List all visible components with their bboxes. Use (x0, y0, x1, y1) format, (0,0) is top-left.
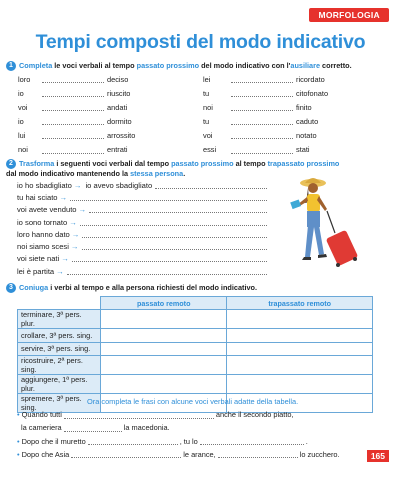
ex2-row (17, 265, 267, 277)
ex2-number: 2 (6, 159, 16, 169)
answer-blank[interactable] (231, 131, 293, 139)
verb-form: tu hai sciato (17, 192, 58, 202)
pronoun: tu (203, 88, 210, 98)
arrow-icon: → (69, 217, 77, 227)
arrow-icon: → (59, 192, 68, 202)
answer-cell-trapassato-remoto[interactable] (227, 310, 373, 329)
answer-line[interactable] (70, 194, 267, 201)
participle: riuscito (107, 88, 131, 98)
ex2-row (17, 253, 267, 265)
answer-line[interactable] (89, 206, 267, 213)
ex2-row (17, 240, 267, 252)
ex4-instruction: Ora completa le frasi con alcune voci verbali adatte della tabella. (87, 397, 299, 407)
ex4-sentence-3: • Dopo che Asia le arance, lo zucchero. (17, 449, 340, 459)
ex1-row (18, 128, 388, 142)
header-passato-remoto: passato remoto (101, 297, 227, 310)
arrow-icon: → (56, 266, 64, 276)
header-trapassato-remoto: trapassato remoto (227, 297, 373, 310)
answer-cell-trapassato-remoto[interactable] (227, 356, 373, 375)
ex1-row (18, 86, 388, 100)
verb-form: loro hanno dato (17, 229, 70, 239)
ex1-item (18, 131, 203, 140)
pronoun: lei (203, 74, 211, 84)
ex2-instruction: 2 Trasforma i seguenti voci verbali dal tempo passato prossimo al tempo trapassato prossimo dal modo indicativo mantenendo la stessa persona. (6, 159, 340, 179)
participle: finito (296, 102, 312, 112)
answer-blank[interactable] (42, 103, 104, 111)
pronoun: noi (203, 102, 213, 112)
participle: stati (296, 145, 310, 155)
verb-form: io ho sbadigliato (17, 180, 72, 190)
ex1-item (203, 103, 388, 112)
verb-form: noi siamo scesi (17, 242, 69, 252)
verb-prompt: aggiungere, 1ª pers. plur. (18, 375, 101, 394)
ex3-instruction: 3 Coniuga i verbi al tempo e alla persona richiesti del modo indicativo. (6, 283, 257, 293)
verb-prompt: crollare, 3ª pers. sing. (18, 329, 101, 342)
answer-blank[interactable] (231, 75, 293, 83)
pronoun: essi (203, 145, 217, 155)
answer-cell-trapassato-remoto[interactable] (227, 375, 373, 394)
ex2-row (17, 216, 267, 228)
participle: arrossito (107, 130, 136, 140)
verb-prompt: ricostruire, 2ª pers. sing. (18, 356, 101, 375)
answer-blank[interactable] (42, 131, 104, 139)
participle: andati (107, 102, 128, 112)
verb-prompt: servire, 3ª pers. sing. (18, 342, 101, 355)
ex2-row (17, 204, 267, 216)
pronoun: tu (203, 116, 210, 126)
ex1-row (18, 114, 388, 128)
arrow-icon: → (78, 205, 87, 215)
answer-cell-passato-remoto[interactable] (101, 375, 227, 394)
answer-cell-passato-remoto[interactable] (101, 310, 227, 329)
answer-cell-passato-remoto[interactable] (101, 356, 227, 375)
answer-line[interactable] (155, 182, 267, 189)
answer-line[interactable] (72, 255, 267, 262)
ex1-row (18, 100, 388, 114)
ex1-item (18, 75, 203, 84)
ex1-grid (18, 72, 388, 157)
page-number: 165 (367, 450, 389, 462)
ex1-row (18, 142, 388, 156)
pronoun: voi (18, 102, 28, 112)
table-row (18, 356, 373, 375)
pronoun: lui (18, 130, 26, 140)
table-row (18, 342, 373, 355)
ex1-row (18, 72, 388, 86)
answer-blank[interactable] (42, 117, 104, 125)
pronoun: io (18, 116, 24, 126)
ex1-item (203, 145, 388, 154)
verb-form: voi siete nati (17, 254, 60, 264)
ex4-sentence-1b: la cameriera la macedonia. (21, 423, 170, 433)
pronoun: noi (18, 145, 28, 155)
table-corner (18, 297, 101, 310)
verb-form: io sono tornato (17, 217, 68, 227)
ex2-row (17, 179, 267, 191)
verb-form: lei è partita (17, 266, 55, 276)
answer-blank[interactable] (231, 117, 293, 125)
arrow-icon: → (73, 180, 82, 190)
answer-blank[interactable] (42, 75, 104, 83)
answer-blank[interactable] (231, 146, 293, 154)
answer-blank[interactable] (42, 89, 104, 97)
example-answer: io avevo sbadigliato (85, 180, 153, 190)
participle: ricordato (296, 74, 325, 84)
ex1-item (18, 89, 203, 98)
table-row (18, 375, 373, 394)
ex2-row (17, 228, 267, 240)
ex3-number: 3 (6, 283, 16, 293)
answer-line[interactable] (82, 243, 267, 250)
ex1-item (18, 103, 203, 112)
ex1-item (18, 117, 203, 126)
answer-blank[interactable] (231, 103, 293, 111)
ex1-item (18, 145, 203, 154)
verb-prompt: spremere, 3ª pers. sing. (18, 394, 101, 413)
arrow-icon: → (70, 242, 79, 252)
answer-blank[interactable] (231, 89, 293, 97)
traveler-illustration (283, 175, 363, 285)
answer-blank[interactable] (42, 146, 104, 154)
participle: citofonato (296, 88, 329, 98)
answer-cell-trapassato-remoto[interactable] (227, 342, 373, 355)
verb-prompt: terminare, 3ª pers. plur. (18, 310, 101, 329)
section-tag: MORFOLOGIA (309, 8, 389, 22)
ex4-sentence-1: • Quando tutti anche il secondo piatto, (17, 410, 294, 420)
participle: dormito (107, 116, 132, 126)
table-row (18, 310, 373, 329)
answer-line[interactable] (80, 219, 267, 226)
answer-line[interactable] (67, 268, 267, 275)
pronoun: loro (18, 74, 31, 84)
answer-line[interactable] (82, 231, 267, 238)
ex1-item (203, 75, 388, 84)
table-row (18, 329, 373, 342)
answer-cell-passato-remoto[interactable] (101, 329, 227, 342)
ex4-section (17, 395, 340, 461)
participle: entrati (107, 145, 128, 155)
pronoun: io (18, 88, 24, 98)
ex2-list (17, 179, 267, 277)
participle: caduto (296, 116, 319, 126)
arrow-icon: → (61, 254, 69, 264)
ex1-instruction: 1 Completa le voci verbali al tempo passato prossimo del modo indicativo con l'ausiliare corretto. (6, 61, 352, 71)
participle: deciso (107, 74, 129, 84)
ex1-item (203, 89, 388, 98)
ex1-item (203, 131, 388, 140)
participle: notato (296, 130, 317, 140)
ex1-item (203, 117, 388, 126)
answer-cell-trapassato-remoto[interactable] (227, 329, 373, 342)
ex2-row (17, 191, 267, 203)
pronoun: voi (203, 130, 213, 140)
answer-cell-passato-remoto[interactable] (101, 342, 227, 355)
ex1-number: 1 (6, 61, 16, 71)
page-title: Tempi composti del modo indicativo (35, 31, 366, 53)
ex4-sentence-2: • Dopo che il muretto , tu lo . (17, 436, 308, 446)
verb-form: voi avete venduto (17, 205, 77, 215)
arrow-icon: → (71, 229, 80, 239)
